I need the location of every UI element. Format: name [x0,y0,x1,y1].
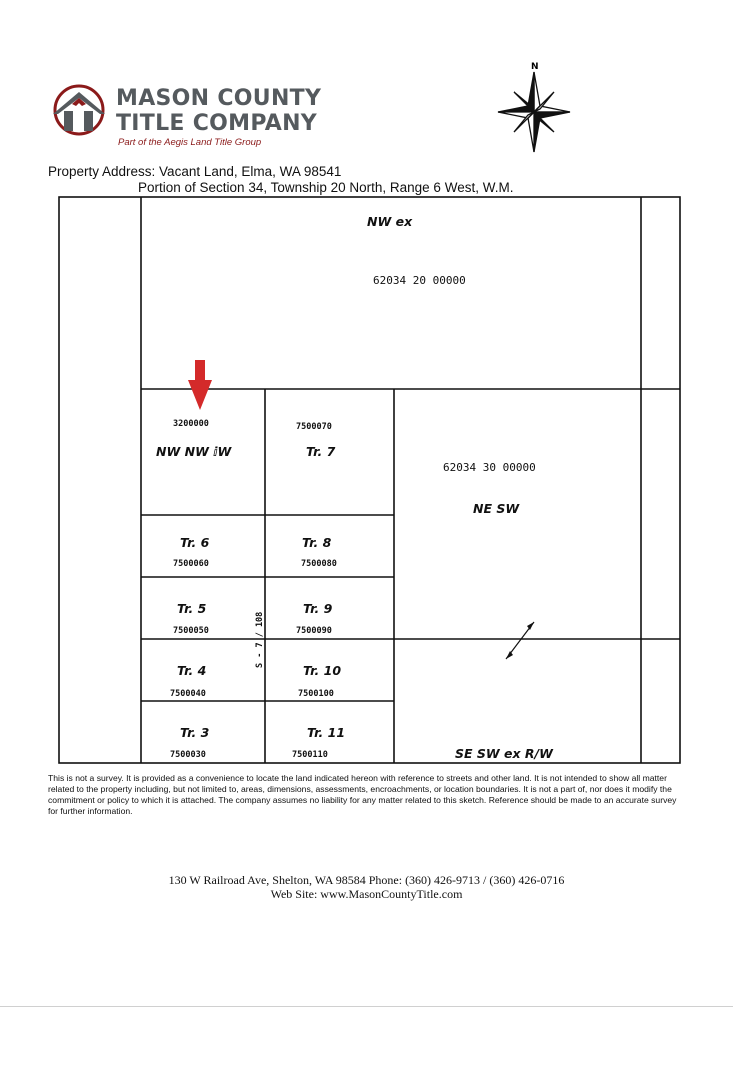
tract-name: Tr. 6 [180,535,210,550]
tract-number: 7500060 [173,559,209,569]
ne-sw-parcel-number: 62034 30 00000 [443,461,536,474]
tract-name: Tr. 3 [180,725,210,740]
compass-north-label: N [531,62,539,72]
company-name-line1: MASON COUNTY [116,86,322,111]
plat-map [0,190,733,770]
nw-parcel-number: 62034 20 00000 [373,274,466,287]
company-name-line2: TITLE COMPANY [116,111,318,136]
page-divider [0,1006,733,1007]
subject-parcel-number: 3200000 [173,419,209,429]
tract-number: 7500030 [170,750,206,760]
logo-mark-icon [50,84,112,136]
footer-website: Web Site: www.MasonCountyTitle.com [270,887,463,901]
legal-description: Portion of Section 34, Township 20 North, Range 6 West, W.M. [138,180,514,195]
red-down-arrow-icon [188,360,212,410]
tract-name: Tr. 4 [177,663,207,678]
tract-number: 7500100 [298,689,334,699]
tract-name: Tr. 7 [306,444,336,459]
tract-number: 7500090 [296,626,332,636]
tract-number: 7500050 [173,626,209,636]
tract-number: 7500040 [170,689,206,699]
footer-contact: 130 W Railroad Ave, Shelton, WA 98584 Phone: (360) 426-9713 / (360) 426-0716 [168,873,565,887]
tract-name: Tr. 9 [303,601,333,616]
disclaimer-text: This is not a survey. It is provided as a convenience to locate the land indicated hereon with reference to streets and other land. It is not intended to show all matter related to the property including, but not limited to, areas, dimensions, assessments, encroachments, or location boundaries. It is not a part of, nor does it modify the commitment or policy to which it is attached. The company assumes no liability for any matter related to this sketch. Reference should be made to an accurate survey for further information. [48,773,677,816]
se-sw-label: SE SW ex R/W [455,746,553,761]
tract-number: 7500080 [301,559,337,569]
compass-rose-icon [495,60,573,154]
tract-number: 7500070 [296,422,332,432]
ne-sw-label: NE SW [473,501,520,516]
company-tagline: Part of the Aegis Land Title Group [118,137,262,148]
tract-name: Tr. 8 [302,535,332,550]
nw-ex-label: NW ex [367,214,413,229]
property-address: Property Address: Vacant Land, Elma, WA 98541 [48,164,342,179]
tract-number: 7500110 [292,750,328,760]
tract-name: Tr. 11 [307,725,346,740]
subject-parcel-desc: NW NW ⅈW [156,444,232,459]
road-label: S - 7 / 108 [255,611,265,668]
map-border [59,197,680,763]
tract-name: Tr. 5 [177,601,207,616]
tract-name: Tr. 10 [303,663,342,678]
